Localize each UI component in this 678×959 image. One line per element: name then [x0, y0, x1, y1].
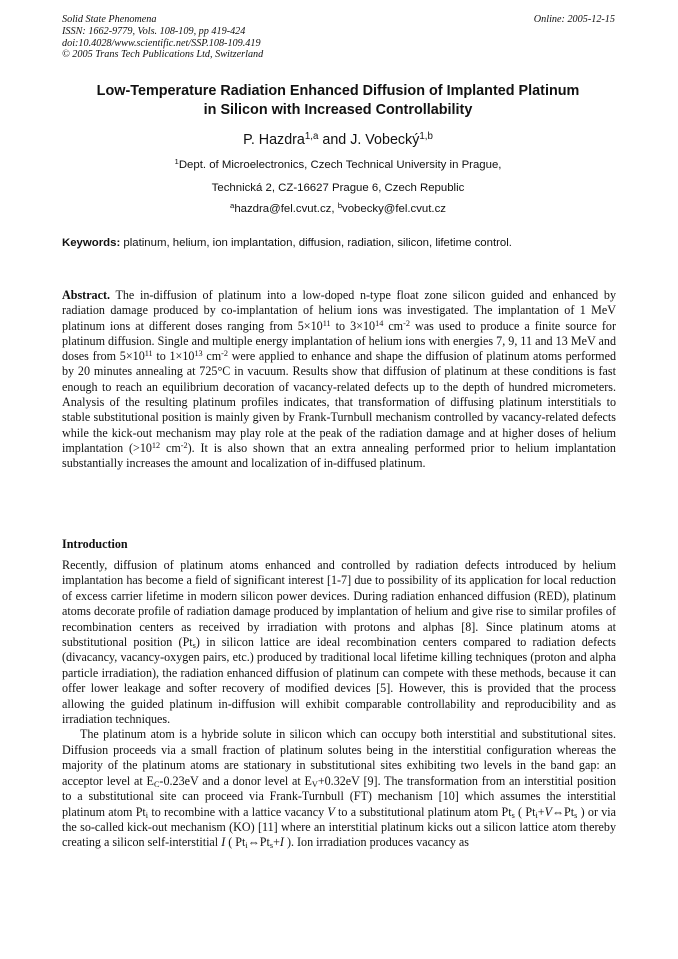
subscript: i [535, 810, 538, 820]
abstract-text: cm [160, 440, 181, 455]
italic-symbol: V [327, 804, 335, 819]
body-text: ( Pt [514, 804, 536, 819]
affiliation-emails [60, 202, 616, 216]
exponent: 12 [151, 440, 161, 450]
exponent: -2 [180, 440, 188, 450]
affiliation-marker: 1 [174, 157, 179, 167]
body-text: ). Ion irradiation produces vacancy as [283, 835, 469, 850]
abstract-label: Abstract. [62, 288, 111, 302]
email-a: hazdra@fel.cvut.cz, [234, 203, 338, 215]
copyright-line: © 2005 Trans Tech Publications Ltd, Switzerland [62, 49, 264, 61]
italic-symbol: I [221, 835, 226, 850]
section-heading-introduction: Introduction [62, 537, 128, 551]
online-date [534, 14, 615, 26]
affiliation-line-2 [60, 181, 616, 195]
exponent: 14 [375, 318, 384, 328]
body-text: ( Pt [225, 835, 246, 850]
author-list [60, 131, 616, 149]
abstract-text: The in-diffusion of platinum into a low-doped n-type float zone silicon guided and enhanced by radiation damage produced by co-implantation of helium ions was investigated. The implantation of 1 MeV platinum ions at different doses ranging from 5×10 [62, 288, 616, 333]
keywords-label: Keywords: [62, 237, 121, 249]
body-text: Recently, diffusion of platinum atoms enhanced and controlled by radiation defects introduced by helium implantation has become a field of significant interest [1-7] due to possibility of its application for local reduction of excess carrier lifetime in modern silicon power devices. During radiation enhanced diffusion (RED), platinum atoms decorate profile of radiation damage produced by implantation of helium and give rise to similar profiles of recombination centers as received by irradiation with protons and alphas [8]. Since platinum atoms at substitutional position (Pt [62, 558, 616, 650]
title-line-1: Low-Temperature Radiation Enhanced Diffusion of Implanted Platinum [96, 83, 580, 99]
author-1-name: P. Hazdra [243, 132, 305, 148]
abstract-text: cm [202, 349, 222, 364]
subscript: V [311, 779, 318, 789]
body-text: to a substitutional platinum atom Pt [334, 804, 512, 819]
italic-symbol: I [279, 835, 284, 850]
subscript: i [245, 841, 248, 851]
subscript: i [145, 810, 149, 820]
subscript: s [192, 641, 196, 651]
body-text: to recombine with a lattice vacancy [148, 804, 328, 819]
keywords-text: platinum, helium, ion implantation, diffusion, radiation, silicon, lifetime control. [120, 237, 512, 249]
intro-paragraph-1 [62, 558, 616, 727]
email-b: vobecky@fel.cvut.cz [342, 203, 446, 215]
abstract-text: were applied to enhance and shape the diffusion of platinum atoms performed by 20 minutes annealing at 725°C in vacuum. Results show that diffusion of platinum at these conditions is fast enough to reach an equilibrium decoration of vacancy-related defects up to the depth of hundred micrometers. Analysis of the resulting platinum profiles indicates, that transformation of diffusing platinum interstitials to stable substitutional position is mainly given by Frank-Turnbull mechanism controlled by vacancy-related defects while the kick-out mechanism may play role at the peak of the radiation damage and at higher doses of helium implantation (>10 [62, 349, 616, 455]
italic-symbol: V [544, 804, 552, 819]
online-date-text: Online: 2005-12-15 [533, 14, 615, 25]
body-text: + [273, 835, 280, 850]
doi-line: doi:10.4028/www.scientific.net/SSP.108-109.419 [62, 37, 261, 49]
affiliation-dept: Dept. of Microelectronics, Czech Technical University in Prague, [178, 159, 502, 171]
author-2-name: J. Vobecký [350, 132, 420, 148]
body-text: The platinum atom is a hybride solute in silicon which can occupy both interstitial and substitutional sites. Diffusion proceeds via a small fraction of platinum solutes being in the interstitial configuration whereas the majority of the platinum atoms are stationary in substitutional sites exhibiting two levels in the band gap: an acceptor level at E [62, 727, 616, 788]
body-text: ⇔Pt [247, 835, 270, 850]
abstract-text: cm [383, 318, 404, 333]
paper-title [60, 82, 616, 119]
subscript: s [269, 841, 274, 851]
abstract-text: was used to produce a finite source for platinum diffusion. Single and multiple energy implantation of helium ions with energies 7, 9, 11 and 13 MeV and doses from 5×10 [62, 318, 617, 364]
subscript: s [511, 810, 515, 820]
body-text: + [537, 804, 545, 819]
abstract-text: to 3×10 [330, 318, 376, 333]
author-1-affil-marker: 1,a [304, 131, 319, 143]
keywords-line [62, 236, 616, 250]
intro-paragraph-2 [62, 727, 616, 850]
abstract-paragraph [62, 288, 616, 472]
exponent: 11 [322, 318, 331, 328]
body-text: ) or via the so-called kick-out mechanism (KO) [11] where an interstitial platinum kicks out a silicon lattice atom thereby creating a silicon self-interstitial [62, 804, 617, 850]
abstract-text: ). It is also shown that an extra annealing performed prior to helium implantation substantially increases the amount and localization of in-diffused platinum. [62, 440, 616, 471]
email-marker-a: a [230, 201, 235, 211]
journal-name: Solid State Phenomena [62, 14, 157, 25]
journal-header [62, 14, 263, 61]
subscript: C [153, 779, 160, 789]
exponent: -2 [403, 318, 410, 328]
subscript: s [574, 810, 578, 820]
email-marker-b: b [337, 201, 342, 211]
abstract-text: to 1×10 [152, 349, 195, 364]
body-text: +0.32eV [9]. The transformation from an interstitial position to a substitutional site can proceed via Frank-Turnbull (FT) mechanism [10] which assumes the interstitial platinum atom Pt [62, 773, 617, 819]
exponent: 11 [144, 349, 153, 359]
body-text: -0.23eV and a donor level at E [159, 773, 312, 788]
exponent: 13 [194, 349, 203, 359]
issn-line: ISSN: 1662-9779, Vols. 108-109, pp 419-424 [62, 25, 246, 37]
body-text: ) in silicon lattice are ideal recombination centers compared to radiation defects (divacancy, vacancy-oxygen pairs, etc.) produced by traditional local lifetime killing techniques (proton and alpha particle irradiation), the radiation enhanced diffusion of platinum can compete with these methods, because it can offer lower leakage and softer recovery of modified devices [5]. However, this is provided that the process allowing the guided platinum in-diffusion will exhibit comparable controllability and reproducibility and as irradiation techniques. [62, 635, 616, 727]
title-line-2: in Silicon with Increased Controllability [203, 101, 473, 118]
author-conjunction: and [318, 132, 351, 148]
affiliation-line-1 [60, 158, 616, 172]
exponent: -2 [221, 349, 228, 359]
author-2-affil-marker: 1,b [419, 131, 433, 143]
body-text: ⇔Pt [551, 804, 575, 819]
affiliation-address: Technická 2, CZ-16627 Prague 6, Czech Republic [211, 182, 465, 194]
introduction-body [62, 558, 616, 851]
